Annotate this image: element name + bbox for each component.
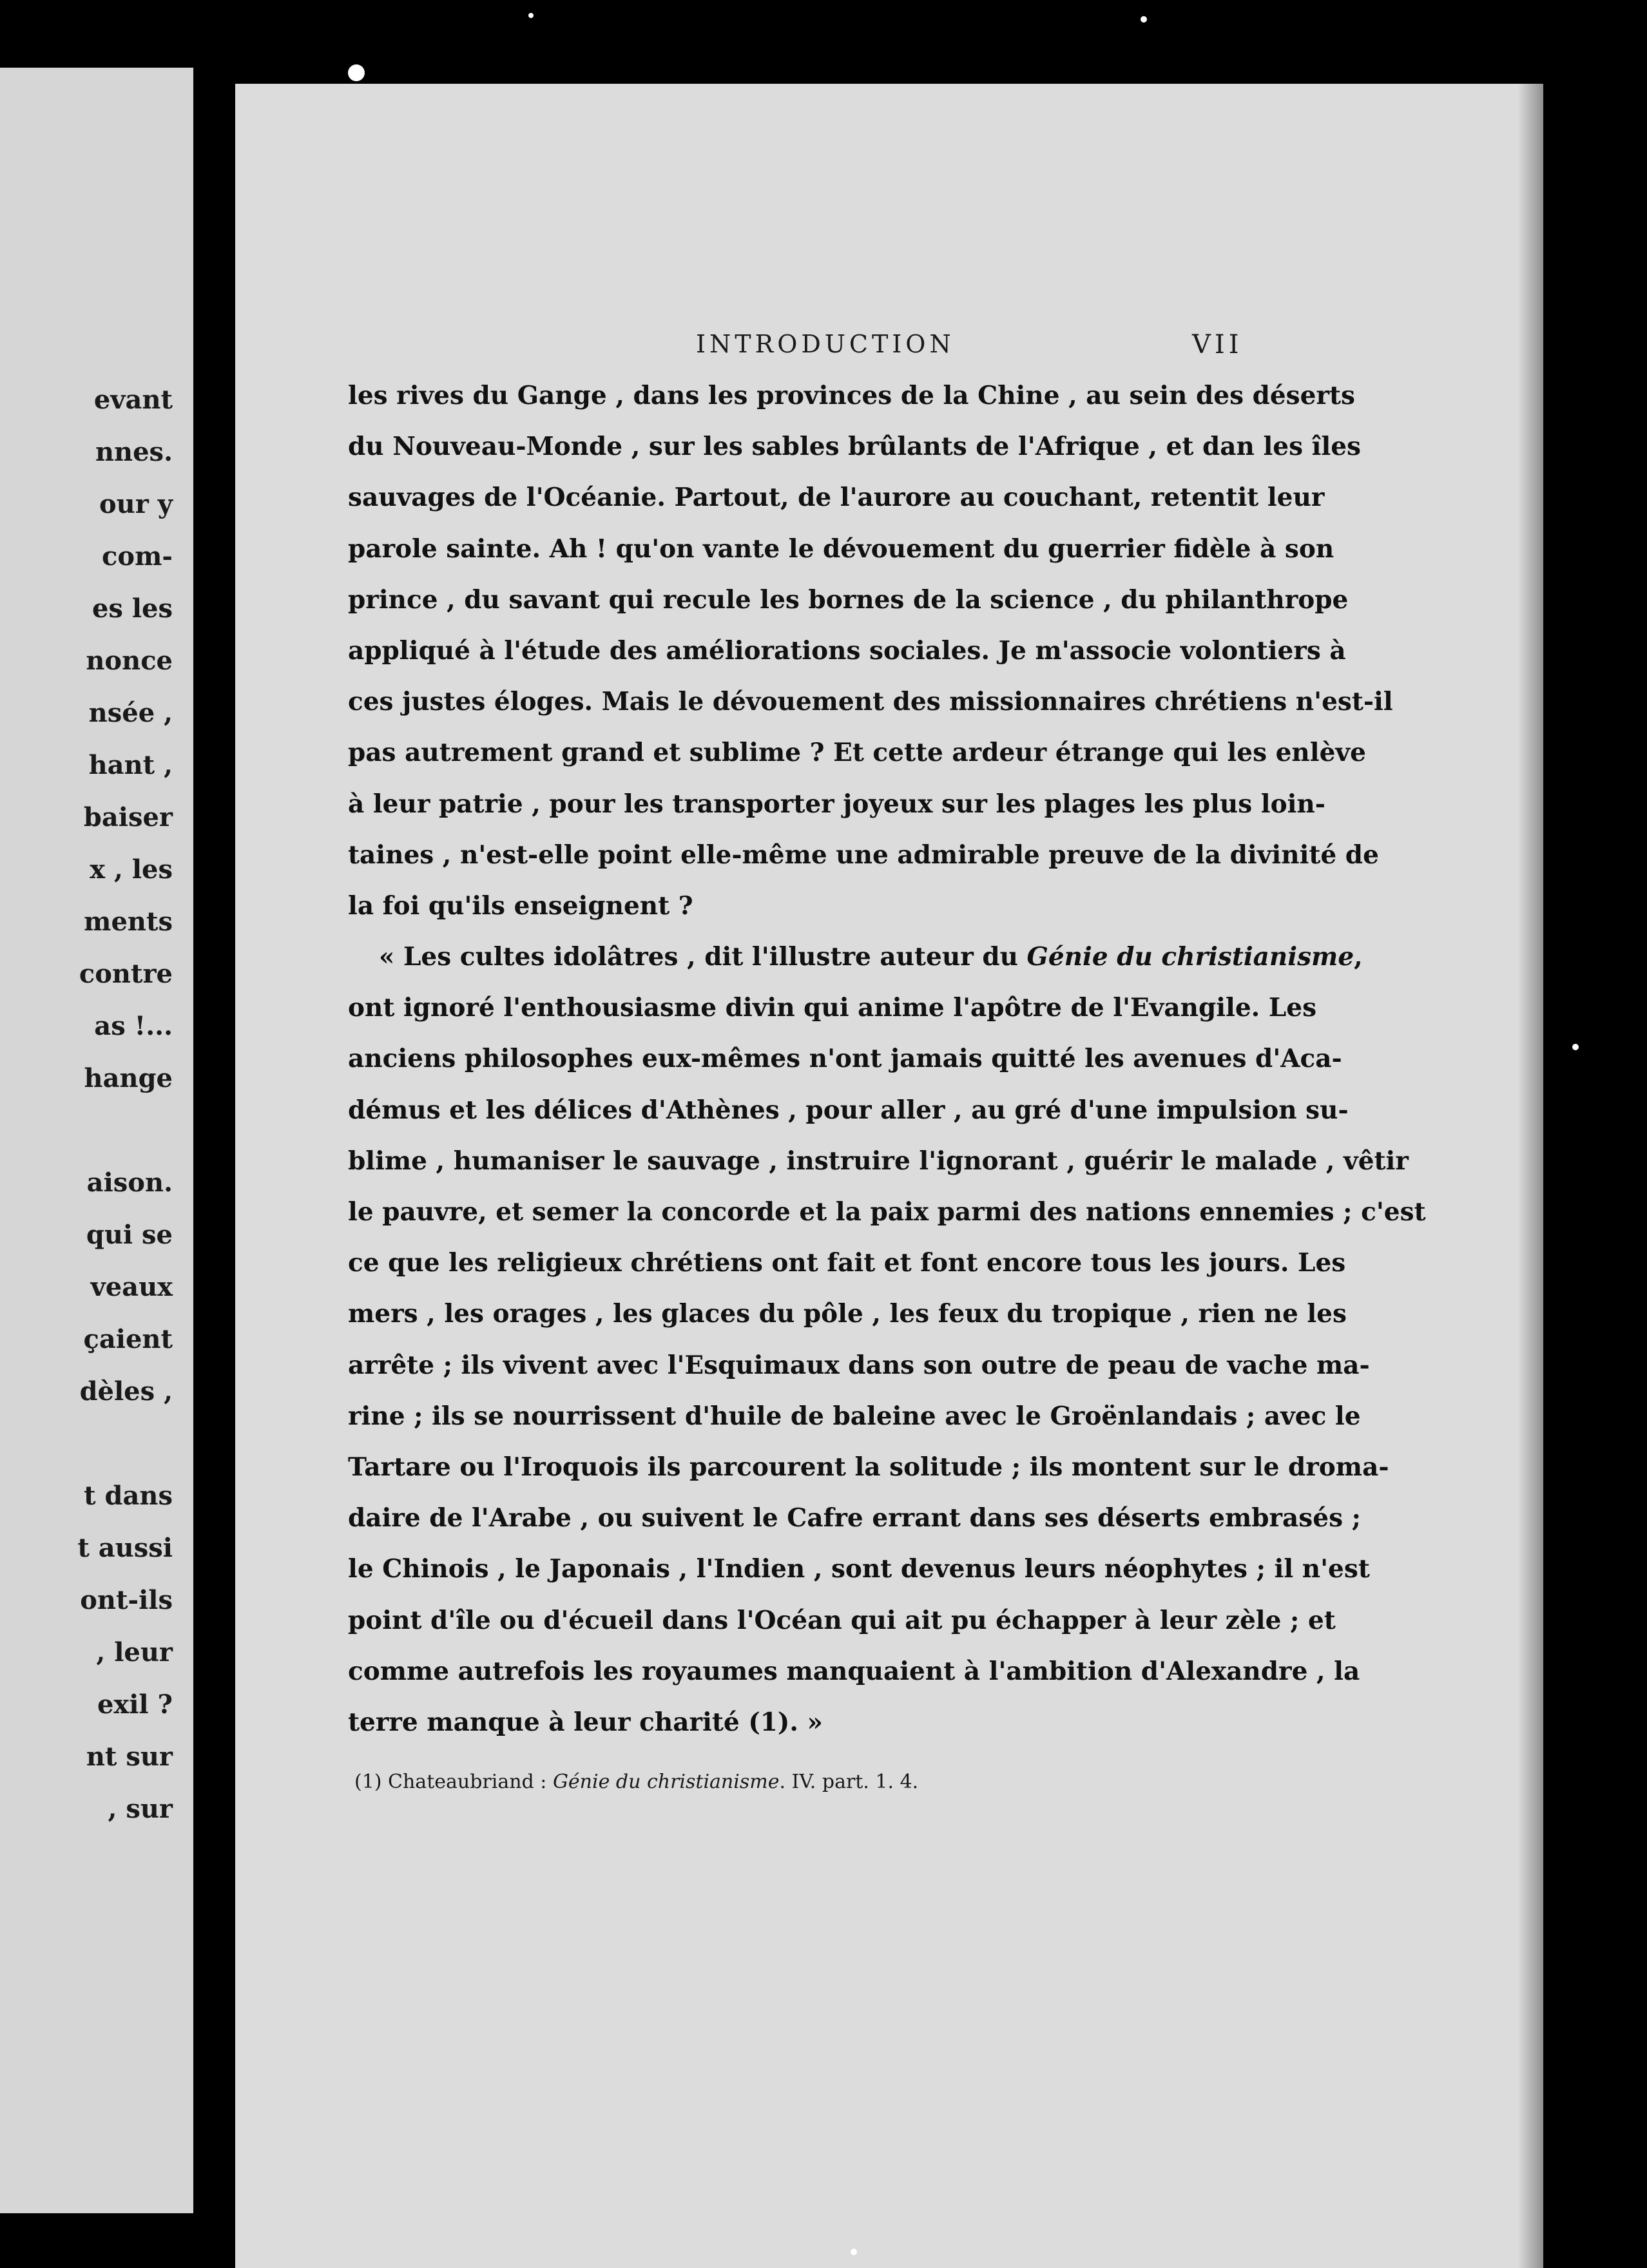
- quote-line: point d'île ou d'écueil dans l'Océan qui ait pu échapper à leur zèle ; et: [348, 1605, 1336, 1635]
- facing-line-blank: [0, 1104, 173, 1157]
- quote-line: démus et les délices d'Athènes , pour aller , au gré d'une impulsion su-: [348, 1095, 1349, 1125]
- text-line: à leur patrie , pour les transporter joyeux sur les plages les plus loin-: [348, 789, 1325, 819]
- facing-line: aison.: [86, 1168, 173, 1198]
- running-head: [235, 330, 1543, 369]
- scan-speck: [851, 2249, 857, 2255]
- quote-line: blime , humaniser le sauvage , instruire l'ignorant , guérir le malade , vêtir: [348, 1146, 1409, 1176]
- text-line: prince , du savant qui recule les bornes de la science , du philanthrope: [348, 584, 1349, 615]
- quote-line: le pauvre, et semer la concorde et la paix parmi des nations ennemies ; c'est: [348, 1197, 1426, 1227]
- footnote-work-title: Génie du christianisme: [552, 1771, 780, 1793]
- facing-line: nsée ,: [88, 698, 173, 728]
- text-line: les rives du Gange , dans les provinces de la Chine , au sein des déserts: [348, 381, 1355, 410]
- facing-line: qui se: [86, 1220, 173, 1250]
- facing-line: , sur: [108, 1794, 173, 1824]
- quote-line: rine ; ils se nourrissent d'huile de baleine avec le Groënlandais ; avec le: [348, 1401, 1361, 1431]
- quote-line: ce que les religieux chrétiens ont fait et font encore tous les jours. Les: [348, 1248, 1346, 1278]
- facing-line: ont-ils: [80, 1585, 173, 1615]
- text-line: parole sainte. Ah ! qu'on vante le dévouement du guerrier fidèle à son: [348, 533, 1334, 564]
- scan-speck: [1141, 16, 1147, 23]
- facing-page-text: [0, 374, 173, 1835]
- quote-line: anciens philosophes eux-mêmes n'ont jamais quitté les avenues d'Aca-: [348, 1044, 1342, 1074]
- text-line: pas autrement grand et sublime ? Et cette ardeur étrange qui les enlève: [348, 738, 1366, 768]
- quote-line: ont ignoré l'enthousiasme divin qui anime l'apôtre de l'Evangile. Les: [348, 993, 1317, 1023]
- facing-line: baiser: [83, 802, 173, 832]
- facing-line: hange: [84, 1063, 173, 1093]
- facing-line: t aussi: [77, 1533, 173, 1563]
- quote-opening-punctuation: ,: [1354, 942, 1363, 972]
- facing-line-blank: [0, 1418, 173, 1470]
- body-text: [348, 370, 1426, 1748]
- facing-line: x , les: [90, 854, 173, 885]
- quote-line: arrête ; ils vivent avec l'Esquimaux dans son outre de peau de vache ma-: [348, 1350, 1370, 1380]
- quote-opening-line: [348, 932, 1363, 983]
- text-line: ces justes éloges. Mais le dévouement des missionnaires chrétiens n'est-il: [348, 687, 1393, 717]
- facing-line: t dans: [84, 1481, 173, 1511]
- facing-line: nonce: [86, 646, 173, 676]
- facing-line: contre: [79, 959, 173, 989]
- quote-line: Tartare ou l'Iroquois ils parcourent la solitude ; ils montent sur le droma-: [348, 1452, 1389, 1482]
- facing-line: nnes.: [95, 437, 173, 467]
- quote-line: le Chinois , le Japonais , l'Indien , sont devenus leurs néophytes ; il n'est: [348, 1554, 1370, 1584]
- facing-page-fragment: [0, 68, 193, 2213]
- facing-line: , leur: [96, 1637, 173, 1667]
- quote-closing-line: terre manque à leur charité (1). »: [348, 1707, 823, 1737]
- cited-work-title: Génie du christianisme: [1026, 942, 1354, 972]
- page-number: VII: [1192, 330, 1243, 360]
- facing-line: nt sur: [86, 1742, 173, 1772]
- facing-line: evant: [93, 385, 173, 415]
- facing-line: com-: [102, 541, 173, 572]
- scan-speck: [1572, 1044, 1579, 1050]
- facing-line: as !...: [94, 1011, 173, 1041]
- footnote: [354, 1771, 918, 1793]
- quote-opening-text: « Les cultes idolâtres , dit l'illustre auteur du: [379, 942, 1027, 972]
- quote-line: daire de l'Arabe , ou suivent le Cafre errant dans ses déserts embrasés ;: [348, 1503, 1361, 1533]
- book-page: [235, 84, 1543, 2268]
- facing-line: ments: [84, 907, 173, 937]
- facing-line: çaient: [83, 1324, 173, 1354]
- text-line: appliqué à l'étude des améliorations sociales. Je m'associe volontiers à: [348, 635, 1346, 666]
- facing-line: es les: [92, 593, 173, 624]
- text-line: sauvages de l'Océanie. Partout, de l'aurore au couchant, retentit leur: [348, 483, 1325, 513]
- running-title: INTRODUCTION: [696, 330, 955, 358]
- facing-line: our y: [99, 489, 173, 519]
- facing-line: veaux: [90, 1272, 173, 1302]
- facing-line: dèles ,: [79, 1376, 173, 1407]
- paragraph-end-line: la foi qu'ils enseignent ?: [348, 890, 693, 921]
- facing-line: exil ?: [97, 1689, 173, 1720]
- facing-line: hant ,: [88, 750, 173, 780]
- quote-line: comme autrefois les royaumes manquaient à l'ambition d'Alexandre , la: [348, 1656, 1360, 1686]
- text-line: taines , n'est-elle point elle-même une admirable preuve de la divinité de: [348, 840, 1379, 870]
- footnote-prefix: (1) Chateaubriand :: [354, 1771, 553, 1793]
- scan-speck: [528, 13, 534, 18]
- scan-speck: [348, 64, 365, 81]
- text-line: du Nouveau-Monde , sur les sables brûlants de l'Afrique , et dan les îles: [348, 432, 1362, 462]
- footnote-suffix: . IV. part. 1. 4.: [779, 1771, 919, 1793]
- quote-line: mers , les orages , les glaces du pôle , les feux du tropique , rien ne les: [348, 1299, 1347, 1329]
